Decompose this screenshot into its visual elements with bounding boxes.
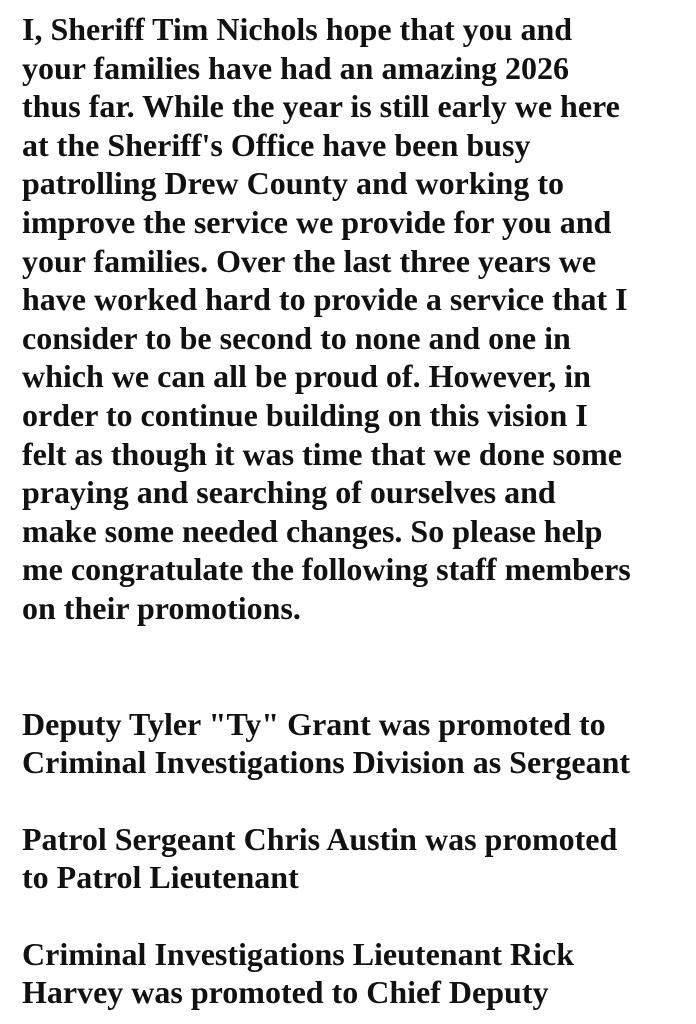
intro-line: thus far. While the year is still early we here [22,88,620,125]
intro-line: patrolling Drew County and working to [22,165,564,202]
intro-line: order to continue building on this vision I [22,396,588,433]
intro-line: your families. Over the last three years we [22,242,597,279]
promotion-harvey [22,935,678,1012]
intro-line: on their promotions. [22,589,301,626]
promotion-line: Patrol Sergeant Chris Austin was promoted [22,820,618,857]
intro-paragraph [22,10,678,628]
intro-line: your families have had an amazing 2026 [22,49,569,86]
intro-line: praying and searching of ourselves and [22,474,556,511]
promotion-grant [22,705,678,782]
promotion-line: to Patrol Lieutenant [22,859,299,896]
promotion-line: Criminal Investigations Lieutenant Rick [22,935,575,972]
promotion-line: Harvey was promoted to Chief Deputy [22,974,549,1011]
section-spacer [22,628,678,705]
intro-line: make some needed changes. So please help [22,512,603,549]
intro-line: at the Sheriff's Office have been busy [22,126,531,163]
promotion-austin [22,820,678,897]
intro-line: which we can all be proud of. However, in [22,358,591,395]
promotion-line: Deputy Tyler "Ty" Grant was promoted to [22,705,606,742]
intro-line: consider to be second to none and one in [22,319,571,356]
intro-line: me congratulate the following staff members [22,551,631,588]
intro-line: improve the service we provide for you and [22,203,612,240]
intro-line: have worked hard to provide a service that I [22,281,628,318]
intro-line: I, Sheriff Tim Nichols hope that you and [22,11,573,47]
intro-line: felt as though it was time that we done some [22,435,622,472]
promotion-line: Criminal Investigations Division as Sergeant [22,744,631,781]
